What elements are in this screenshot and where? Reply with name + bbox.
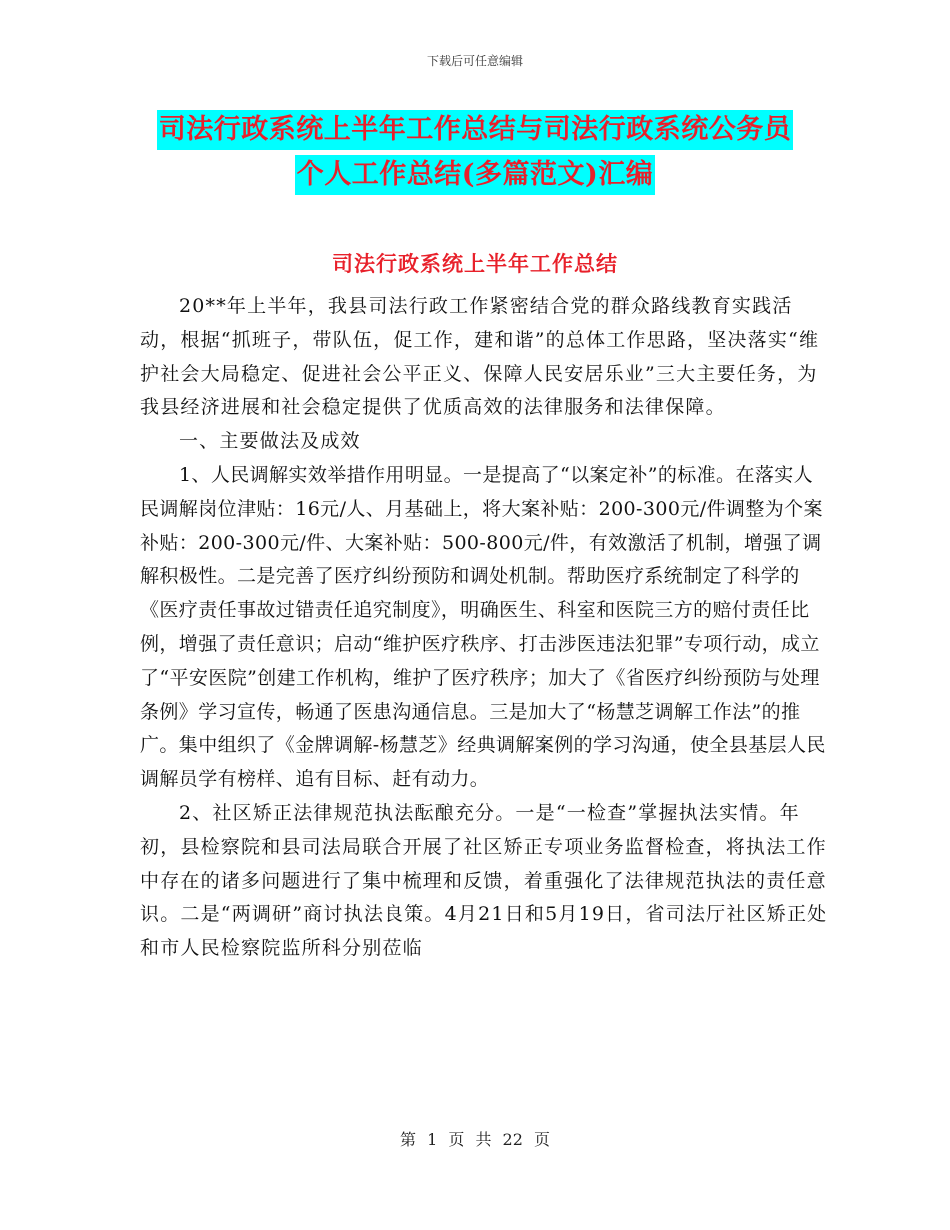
paragraph-mediation: 1、人民调解实效举措作用明显。一是提高了“以案定补”的标准。在落实人民调解岗位津贴：16元/人、月基础上，将大案补贴：200-300元/件调整为个案补贴：200-300元/件、大案补贴：500-800元/件，有效激活了机制，增强了调解积极性。二是完善了医疗纠纷预防和调处机制。帮助医疗系统制定了科学的《医疗责任事故过错责任追究制度》，明确医生、科室和医院三方的赔付责任比例，增强了责任意识；启动“维护医疗秩序、打击涉医违法犯罪”专项行动，成立了“平安医院”创建工作机构，维护了医疗秩序；加大了《省医疗纠纷预防与处理条例》学习宣传，畅通了医患沟通信息。三是加大了“杨慧芝调解工作法”的推广。集中组织了《金牌调解-杨慧芝》经典调解案例的学习沟通，使全县基层人民调解员学有榜样、追有目标、赶有动力。	[140, 463, 826, 791]
document-title-line-2	[0, 155, 950, 195]
section-title: 司法行政系统上半年工作总结	[332, 251, 618, 276]
title-text-1: 司法行政系统上半年工作总结与司法行政系统公务员	[157, 110, 794, 150]
body-text	[140, 290, 830, 966]
paragraph-intro: 20**年上半年，我县司法行政工作紧密结合党的群众路线教育实践活动，根据“抓班子，带队伍，促工作，建和谐”的总体工作思路，坚决落实“维护社会大局稳定、促进社会公平正义、保障人民安居乐业”三大主要任务，为我县经济进展和社会稳定提供了优质高效的法律服务和法律保障。	[140, 295, 820, 419]
document-title-line-1	[0, 110, 950, 150]
title-text-2: 个人工作总结(多篇范文)汇编	[295, 155, 656, 195]
page-footer: 第 1 页 共 22 页	[400, 1130, 550, 1149]
paragraph-heading: 一、主要做法及成效	[178, 430, 361, 453]
paragraph-correction: 2、社区矫正法律规范执法酝酿充分。一是“一检查”掌握执法实情。年初，县检察院和县司法局联合开展了社区矫正专项业务监督检查，将执法工作中存在的诸多问题进行了集中梳理和反馈，着重强化了法律规范执法的责任意识。二是“两调研”商讨执法良策。4月21日和5月19日，省司法厅社区矫正处和市人民检察院监所科分别莅临	[140, 801, 828, 960]
header-note: 下载后可任意编辑	[426, 54, 523, 68]
